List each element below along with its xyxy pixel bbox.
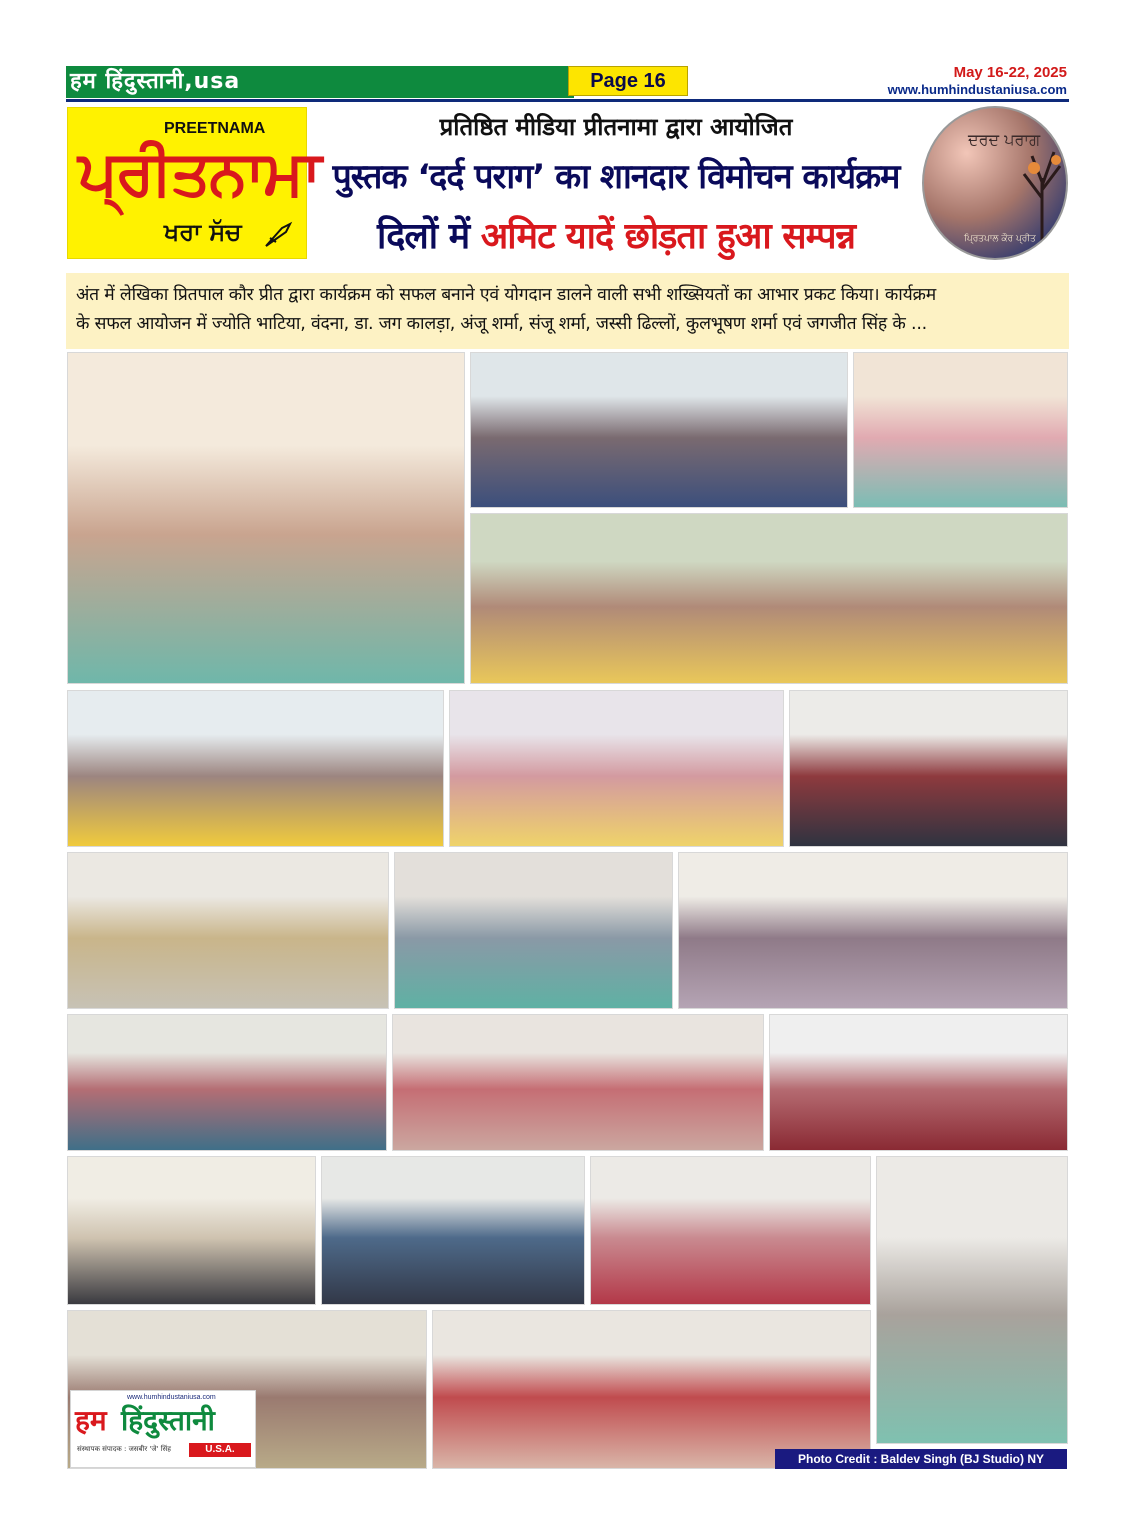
photo-hero-trio <box>67 352 465 684</box>
photo-guests-seated <box>67 690 444 847</box>
page-number: Page 16 <box>568 66 688 96</box>
photo-ladies-group <box>392 1014 764 1151</box>
photo-ladies-table <box>449 690 784 847</box>
book-cover-title: ਦਰਦ ਪਰਾਗ <box>968 130 1041 149</box>
photo-guests-mixed <box>769 1014 1068 1151</box>
footer-logo-editor: संस्थापक संपादक : जसबीर 'जे' सिंह <box>77 1445 171 1453</box>
book-cover-image <box>922 106 1068 260</box>
intro-line-1: अंत में लेखिका प्रितपाल कौर प्रीत द्वारा कार्यक्रम को सफल बनाने एवं योगदान डालने वाली सभी शख्सियतों का आभार प्रकट किया। कार्यक्रम <box>76 285 937 305</box>
tree-illustration-icon <box>1012 138 1068 248</box>
issue-date: May 16-22, 2025 <box>953 64 1067 81</box>
photo-large-group <box>678 852 1068 1009</box>
header-divider <box>66 99 1069 102</box>
photo-group-stage <box>470 352 848 508</box>
photo-author-with-book <box>853 352 1068 508</box>
photo-group-colorful <box>67 1014 387 1151</box>
photo-group-scarves <box>394 852 673 1009</box>
photo-embrace <box>876 1156 1068 1444</box>
headline-line-2-part-2: अमिट यादें छोड़ता हुआ सम्पन्न <box>480 216 856 257</box>
book-cover-author: ਪ੍ਰਿਤਪਾਲ ਕੌਰ ਪ੍ਰੀਤ <box>964 234 1036 244</box>
logo-punjabi-name: ਪ੍ਰੀਤਨਾਮਾ <box>78 136 320 209</box>
article-kicker: प्रतिष्ठित मीडिया प्रीतनामा द्वारा आयोजित <box>439 113 793 141</box>
photo-guests-standing-red <box>789 690 1068 847</box>
photo-credit: Photo Credit : Baldev Singh (BJ Studio) NY <box>775 1449 1067 1469</box>
photo-elders-seated <box>67 852 389 1009</box>
footer-logo-usa: U.S.A. <box>189 1443 251 1457</box>
preetnama-logo <box>67 107 320 259</box>
headline-line-2 <box>312 210 920 259</box>
logo-tagline: ਖਰਾ ਸੱਚ <box>164 218 242 246</box>
photo-trio-white <box>67 1156 316 1305</box>
website-link[interactable]: www.humhindustaniusa.com <box>887 82 1067 97</box>
photo-audience-rows <box>432 1310 871 1469</box>
footer-logo-hindustani: हिंदुस्तानी <box>121 1404 215 1437</box>
masthead-title: हम हिंदुस्तानी,usa <box>70 69 241 94</box>
quill-pen-icon <box>264 220 294 248</box>
article-intro <box>66 273 1069 349</box>
footer-logo-url: www.humhindustaniusa.com <box>127 1394 216 1401</box>
logo-english-name: PREETNAMA <box>164 120 266 137</box>
footer-logo-hum: हम <box>75 1404 107 1437</box>
photo-ladies-standing <box>590 1156 871 1305</box>
headline-line-2-part-1: दिलों में <box>376 216 481 257</box>
hum-hindustani-logo <box>70 1390 256 1468</box>
photo-turbans-group <box>321 1156 585 1305</box>
intro-line-2: के सफल आयोजन में ज्योति भाटिया, वंदना, डा. जग कालड़ा, अंजू शर्मा, संजू शर्मा, जस्सी ढिल्लों, कुलभूषण शर्मा एवं जगजीत सिंह के ... <box>76 314 928 334</box>
photo-audience-tables <box>470 513 1068 684</box>
headline-line-1: पुस्तक ‘दर्द पराग’ का शानदार विमोचन कार्यक्रम <box>332 157 900 197</box>
